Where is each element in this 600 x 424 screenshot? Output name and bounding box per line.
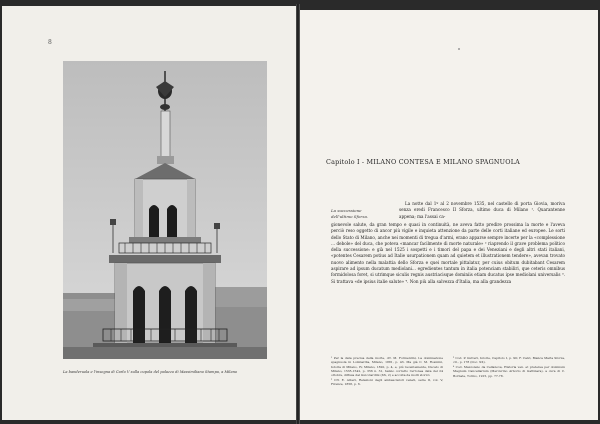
opening-lines: La notte dal 1º al 2 novembre 1535, nel castello di porta Giovia, moriva senza eredi Francesco II Sforza, ultimo duca di Milano ¹. Quarantenne appena; ma l'assai ca- (399, 201, 565, 219)
book-spread (0, 4, 600, 420)
footnote: ² Cfr. E. Alberi, Relazioni degli ambasciatori veneti, serie II, vol. V, Firenze, 1858, p. 6. (331, 377, 443, 387)
margin-note (331, 208, 381, 220)
margin-note-line: La successione (331, 208, 362, 213)
footnotes-left-column (331, 356, 443, 387)
tower-photo (63, 61, 267, 359)
footnote: ⁴ Cod. Mazzoleno da Cellanova, Historia ven. et preterea per dominum Magnum Cancellarium (Mercurino Arborio di Gattinara), a cura di C. Bornate, Torino, 1915, pp. 77-78. (453, 365, 565, 378)
footnotes (331, 356, 565, 396)
margin-note-line: dell'ultimo Sforza. (331, 214, 369, 219)
page-mark (458, 48, 460, 50)
body-paragraph: gionevole salute, da gran tempo e quasi in continuità, ne aveva fatto predire prossima la morte e l'aveva perciò reso oggetto di ancor più vigile e inquieta attenzione da parte delle corti italiane ed europee. Le sorti dello Stato di Milano, anche nei momenti di tregua d'armi, erano apparse sempre incerte per la «complessione ... debole» del duca, che poteva «mancar facilmente di morte naturale» ² riaprendo il grave problema politico della successione: e già nel 1525 i sospetti e i timori del papa e dei Veneziani e degli altri stati italiani, «potentes Cesarem potius ad Italie usurpationem quam ad quietem et illustrationem tendere», avevan trovato nuovo alimento nella malattia dello Sforza e quei mortale pittalatur, per cuius obitum dubitabant Cesarem aspirare ad ipsum ducatum mediolani... egredientes tantum in italia potenciam stabiliri, que ceteris omnibus formidolosa foret, si utrimque siculis regnis austriacisque dominiis etiam ducatus ipse mediolani universalis ³. Si trattava «de ipsius italie salute» ⁴. Non più alla salvezza d'Italia, ma alla grandezza (331, 222, 565, 284)
photo-caption: La banderuola e l'insegna di Carlo V sulla cupola del palazzo di Massimiliano Stampa, a Milano (63, 370, 238, 374)
footnote: ³ Cod. P. Gutteri, Istorie, Capitolo I, p. 90; F. Calvi, Bianca Maria Sforza, cit., p. 178 (Doc. XX). (453, 356, 565, 365)
left-page (2, 6, 296, 420)
chapter-title: Capitolo I - MILANO CONTESA E MILANO SPAGNUOLA (326, 158, 520, 166)
footnote: ¹ Per la data precisa della morte, cfr. M. Formentini, La dominazione spagnuola in Lombardia, Milano, 1881, p. 43. Ma già C. M. Rosmini, Istoria di Milano, IV, Milano, 1820, p. 4, e, più recentemente, Ducato di Milano, 1535-1542, p. 356 n. 31, hanno corretto l'erronea data del 24 ottobre, diffusa dal Guicciardini (XX, 2) e accolta da molti storici. (331, 356, 443, 378)
opening-paragraph (399, 201, 565, 220)
footnotes-right-column (453, 356, 565, 378)
page-number: 8 (48, 39, 52, 46)
